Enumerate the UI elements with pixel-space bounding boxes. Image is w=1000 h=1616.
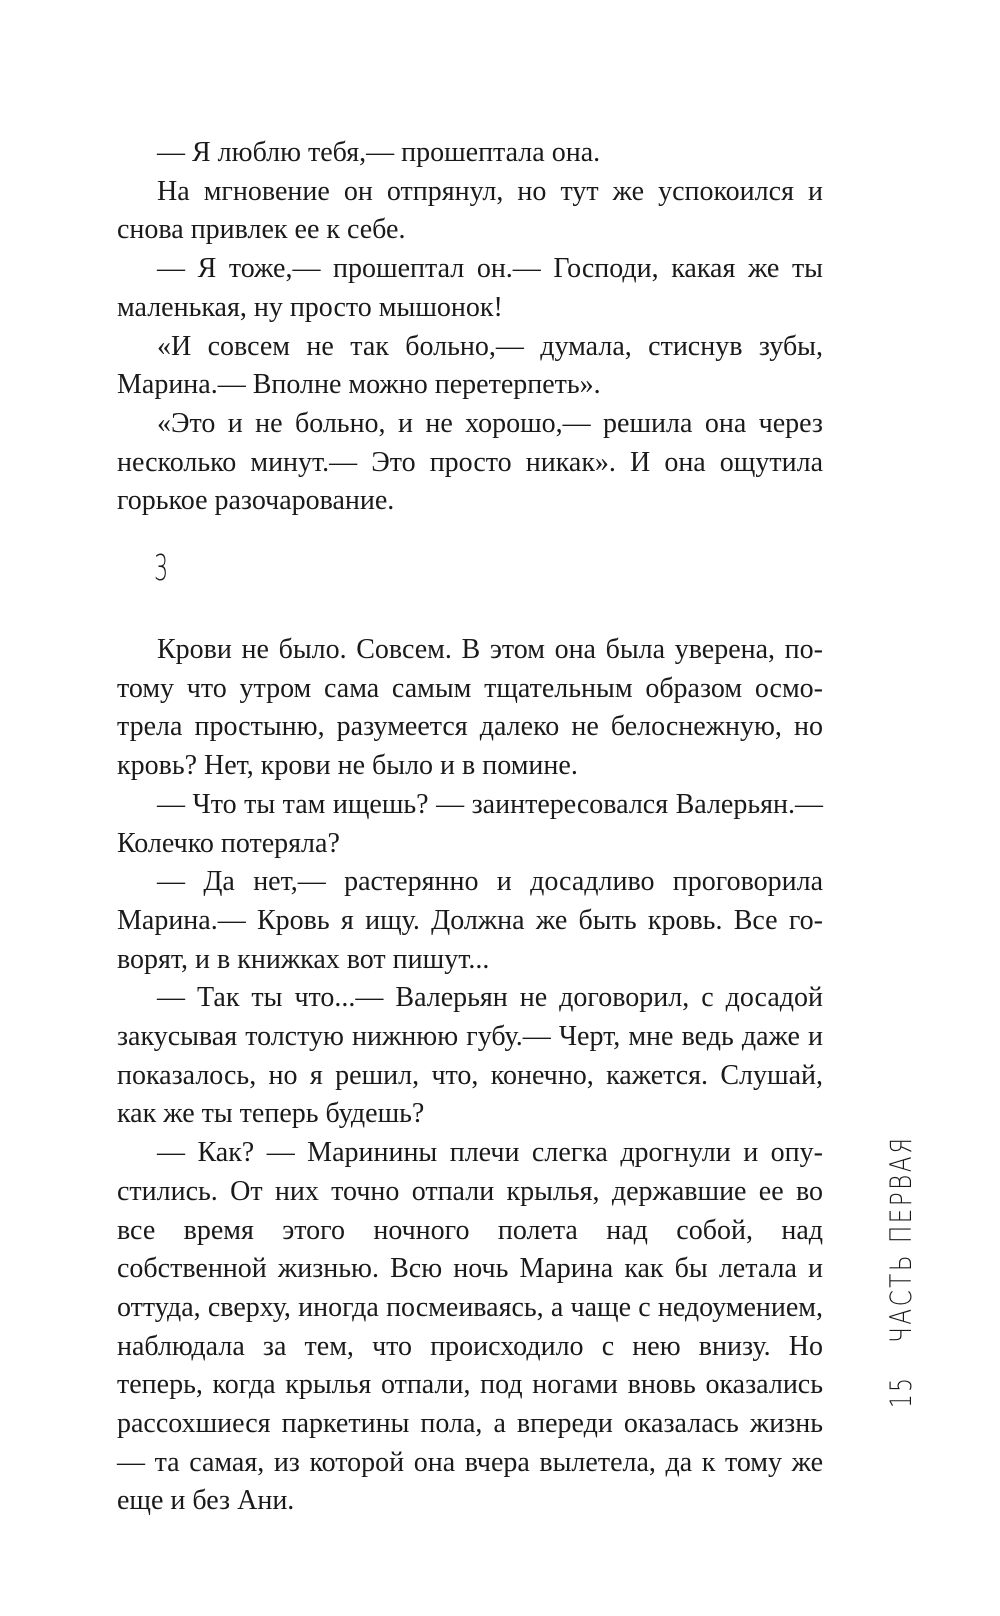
text-block-top [117,134,823,521]
paragraph: — Что ты там ищешь? — заинтересовался Валерьян.— Колечко потеряла? [117,788,823,859]
paragraph: — Так ты что...— Валерьян не договорил, с досадой закусывая толстую нижнюю губу.— Черт, мне ведь даже и показалось, но я решил, что, конечно, кажется. Слушай, как же ты теперь будешь? [117,982,823,1130]
paragraph: Крови не было. Совсем. В этом она была уверена, потому что утром сама самым тщательным образом осмотрела простыню, разумеется далеко не белоснежную, но кровь? Нет, крови не было и в помине. [117,634,823,782]
paragraph: «И совсем не так больно,— думала, стиснув зубы, Марина.— Вполне можно перетерпеть». [117,330,823,401]
paragraph: — Да нет,— растерянно и досадливо проговорила Марина.— Кровь я ищу. Должна же быть кровь. Все говорят, и в книжках вот пишут... [117,866,823,975]
paragraph: — Как? — Маринины плечи слегка дрогнули и опустились. От них точно отпали крылья, державшие ее во все время этого ночного полета над собой, над собственной жизнью. Всю ночь Марина как бы летала и оттуда, сверху, иногда посмеиваясь, а чаще с недоумением, наблюдала за тем, что происходило с нею внизу. Но теперь, когда крылья отпали, под ногами вновь оказались рассохшиеся паркетины пола, а впереди оказалась жизнь — та самая, из которой она вчера вылетела, да к тому же еще и без Ани. [117,1137,823,1517]
paragraph: — Я люблю тебя,— прошептала она. [157,137,601,168]
paragraph: На мгновение он отпрянул, но тут же успокоился и снова привлек ее к себе. [117,175,823,246]
chapter-number: 3 [154,548,169,589]
paragraph: — Я тоже,— прошептал он.— Господи, какая же ты маленькая, ну просто мышонок! [117,253,823,323]
running-head [884,1084,918,1408]
paragraph: «Это и не больно, и не хорошо,— решила она через несколько минут.— Это просто никак». И она ощутила горькое разочарование. [117,407,823,517]
page-number: 15 [884,1375,918,1408]
text-block-bottom [117,631,823,1521]
section-title: ЧАСТЬ ПЕРВАЯ [884,1135,918,1344]
